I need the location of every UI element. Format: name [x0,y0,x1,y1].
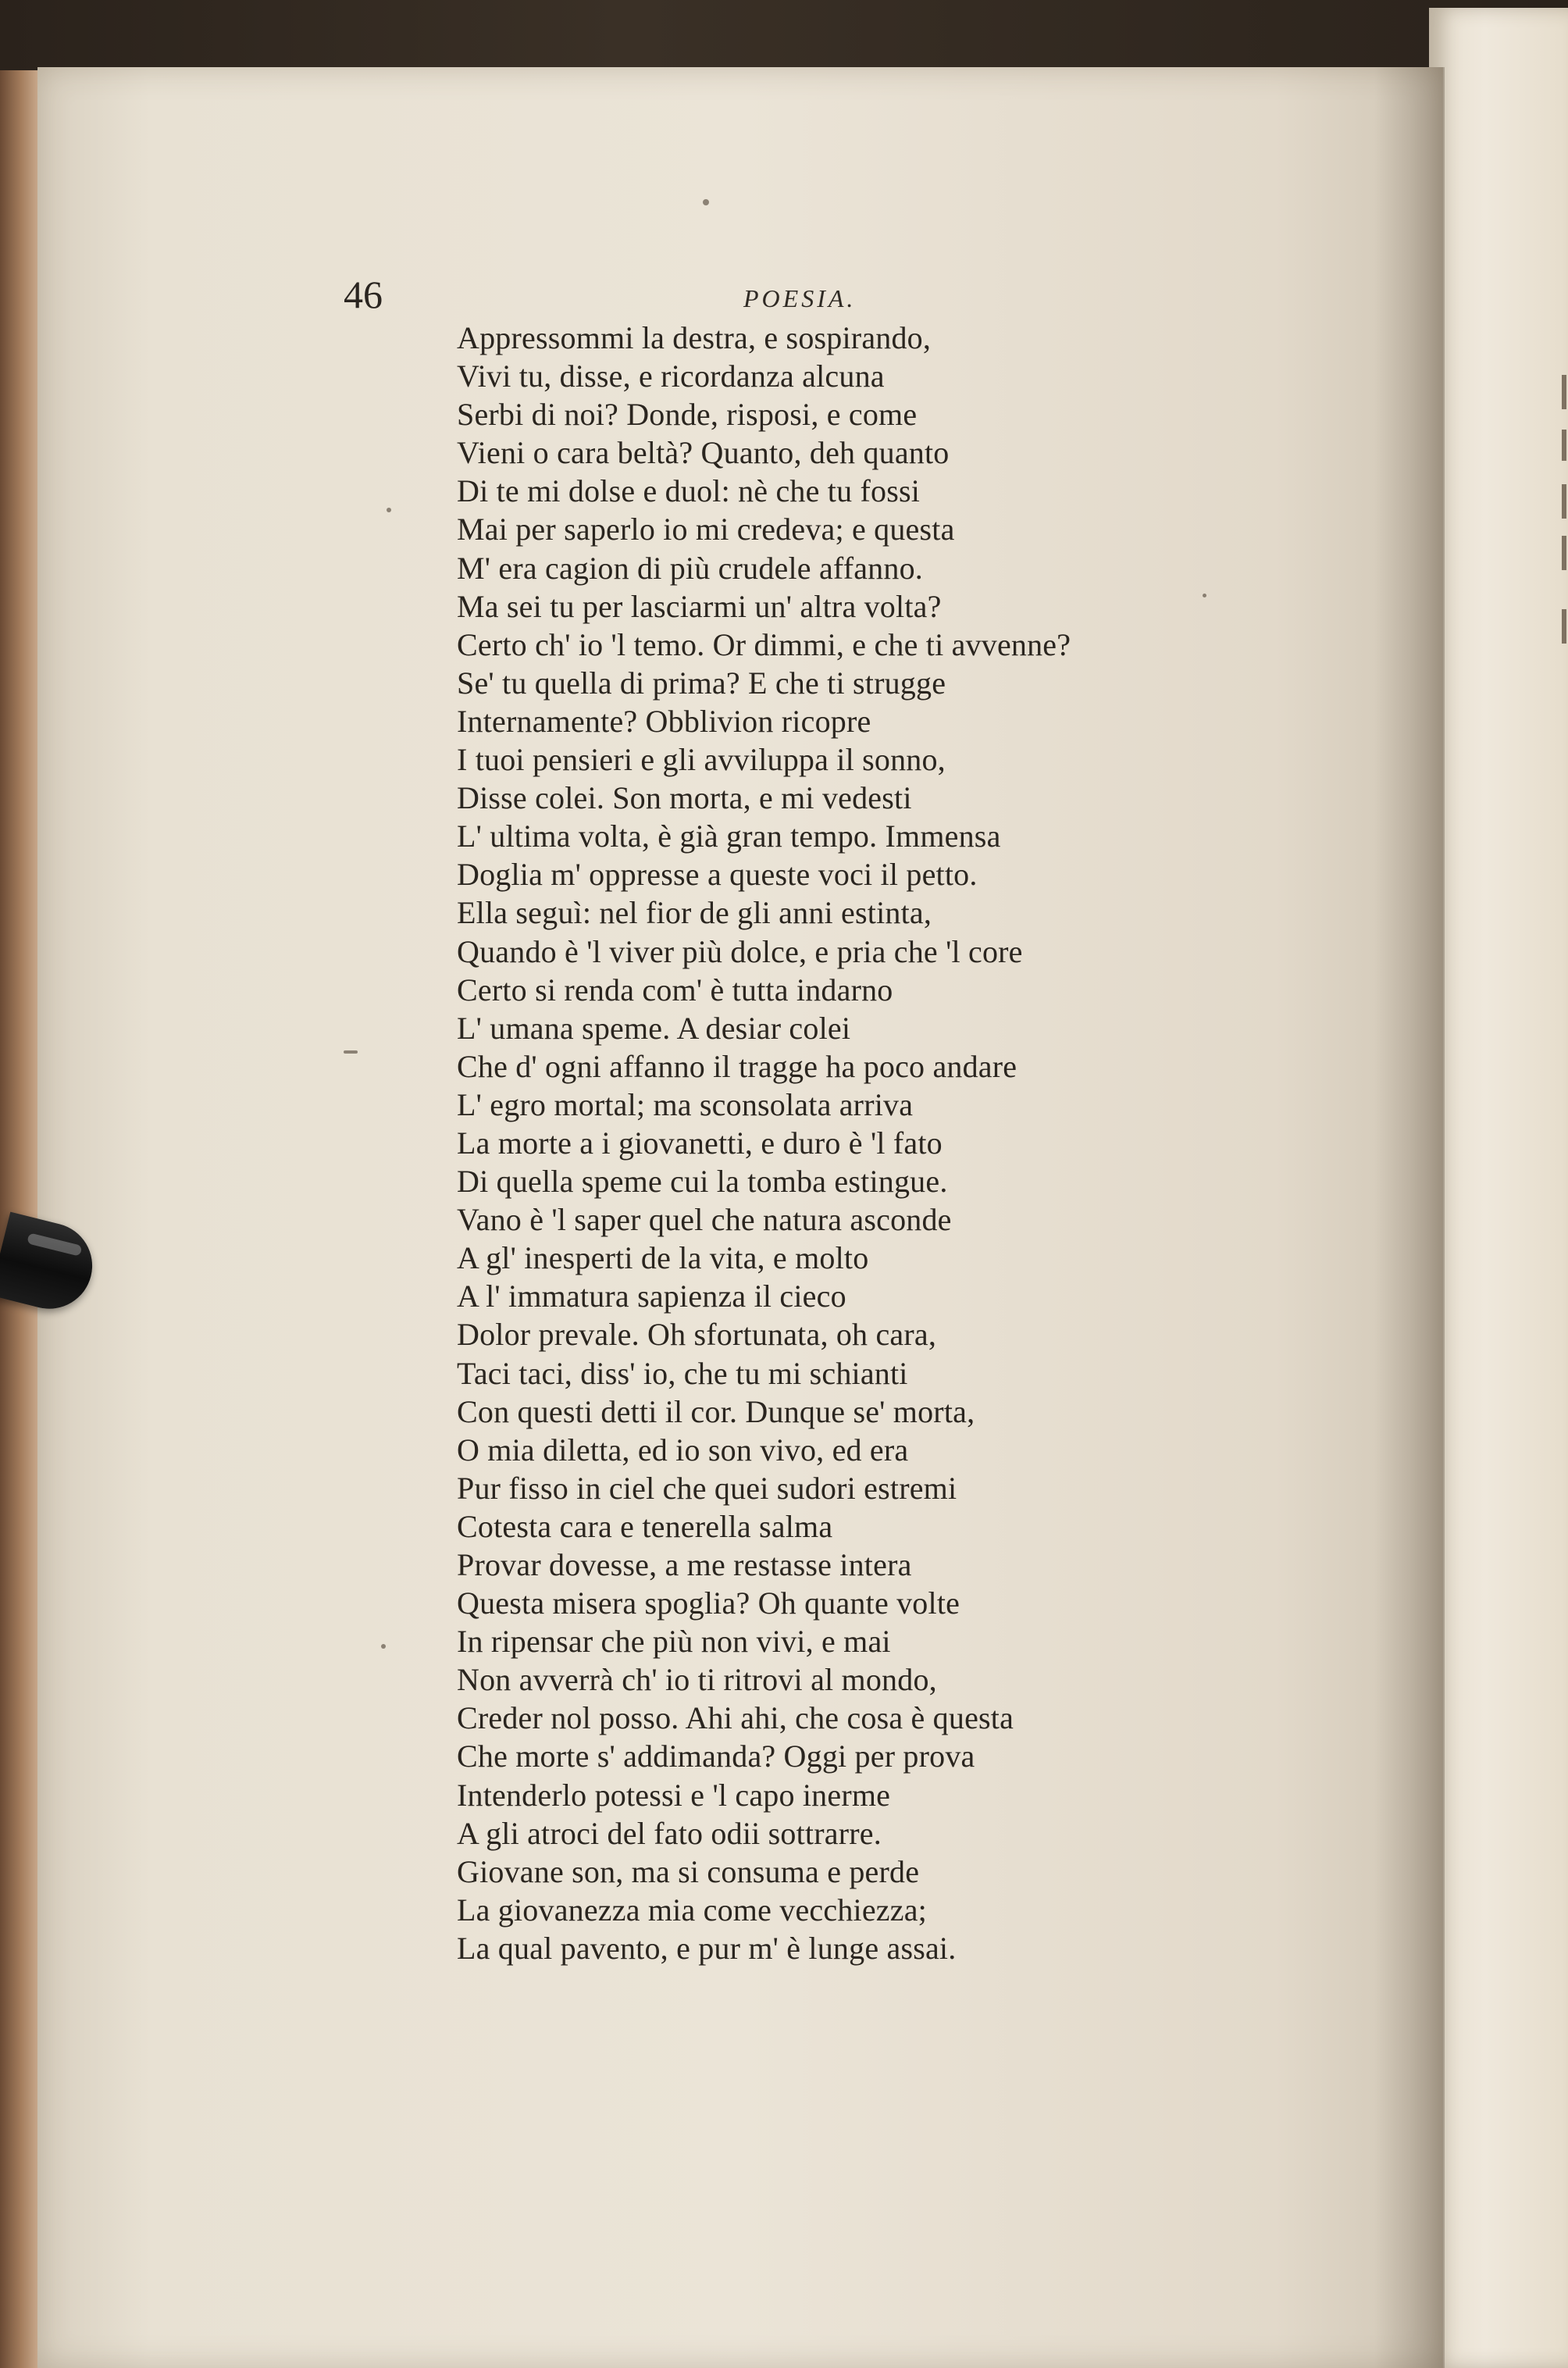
bleed-through-mark [1562,430,1566,461]
poem-line: Creder nol posso. Ahi ahi, che cosa è questa [457,1700,1014,1736]
bleed-through-mark [1562,375,1566,409]
bleed-through-mark [1562,484,1566,519]
poem-line: A gli atroci del fato odii sottrarre. [457,1815,882,1851]
poem-line: La morte a i giovanetti, e duro è 'l fato [457,1125,943,1161]
paper-speck [381,1644,386,1649]
poem-line: Quando è 'l viver più dolce, e pria che 'l core [457,933,1023,969]
poem-line: Vivi tu, disse, e ricordanza alcuna [457,358,885,394]
poem-line: La qual pavento, e pur m' è lunge assai. [457,1930,957,1966]
facing-page [1429,8,1568,2368]
poem-line: Con questi detti il cor. Dunque se' morta, [457,1393,975,1429]
poem-line: I tuoi pensieri e gli avviluppa il sonno, [457,742,946,778]
poem-line: Vano è 'l saper quel che natura asconde [457,1202,952,1238]
poem-line: Non avverrà ch' io ti ritrovi al mondo, [457,1662,937,1698]
bleed-through-mark [1562,536,1566,570]
poem-line: Serbi di noi? Donde, risposi, e come [457,397,918,433]
poem-line: Dolor prevale. Oh sfortunata, oh cara, [457,1317,937,1353]
poem-line: A gl' inesperti de la vita, e molto [457,1240,869,1276]
poem-line: L' ultima volta, è già gran tempo. Immensa [457,818,1001,854]
poem-line: Questa misera spoglia? Oh quante volte [457,1585,960,1621]
gutter-shadow [1374,67,1445,2368]
poem-line: Internamente? Obblivion ricopre [457,703,871,739]
poem-text [457,319,1331,1967]
paper-speck [344,1050,358,1054]
poem-line: Ella seguì: nel fior de gli anni estinta, [457,895,932,931]
paper-speck [387,508,391,512]
poem-line: In ripensar che più non vivi, e mai [457,1624,891,1660]
poem-line: L' egro mortal; ma sconsolata arriva [457,1086,914,1122]
poem-line: Di quella speme cui la tomba estingue. [457,1164,948,1200]
poem-line: L' umana speme. A desiar colei [457,1010,851,1046]
poem-line: Di te mi dolse e duol: nè che tu fossi [457,473,921,509]
paper-speck [703,199,709,205]
poem-line: Giovane son, ma si consuma e perde [457,1853,920,1889]
poem-line: Certo ch' io 'l temo. Or dimmi, e che ti avvenne? [457,626,1071,662]
poem-line: Disse colei. Son morta, e mi vedesti [457,780,912,816]
poem-line: Vieni o cara beltà? Quanto, deh quanto [457,435,950,471]
page-number: 46 [344,273,383,316]
poem-line: Se' tu quella di prima? E che ti strugge [457,665,946,701]
poem-line: Ma sei tu per lasciarmi un' altra volta? [457,588,942,624]
poem-line: Pur fisso in ciel che quei sudori estremi [457,1470,957,1506]
running-head: POESIA. [743,284,857,312]
poem-line: A l' immatura sapienza il cieco [457,1279,846,1314]
poem-line: Appressommi la destra, e sospirando, [457,320,932,355]
poem-line: Che morte s' addimanda? Oggi per prova [457,1739,975,1774]
bleed-through-mark [1562,609,1566,644]
poem-line: Intenderlo potessi e 'l capo inerme [457,1777,891,1813]
poem-line: Mai per saperlo io mi credeva; e questa [457,512,955,547]
poem-line: Cotesta cara e tenerella salma [457,1508,833,1544]
poem-line: Certo si renda com' è tutta indarno [457,972,893,1007]
poem-line: Che d' ogni affanno il tragge ha poco andare [457,1048,1017,1084]
poem-line: La giovanezza mia come vecchiezza; [457,1892,927,1928]
poem-line: Doglia m' oppresse a queste voci il petto. [457,857,978,893]
poem-line: Provar dovesse, a me restasse intera [457,1547,912,1582]
poem-line: Taci taci, diss' io, che tu mi schianti [457,1355,908,1391]
poem-line: O mia diletta, ed io son vivo, ed era [457,1432,909,1468]
poem-line: M' era cagion di più crudele affanno. [457,550,923,586]
